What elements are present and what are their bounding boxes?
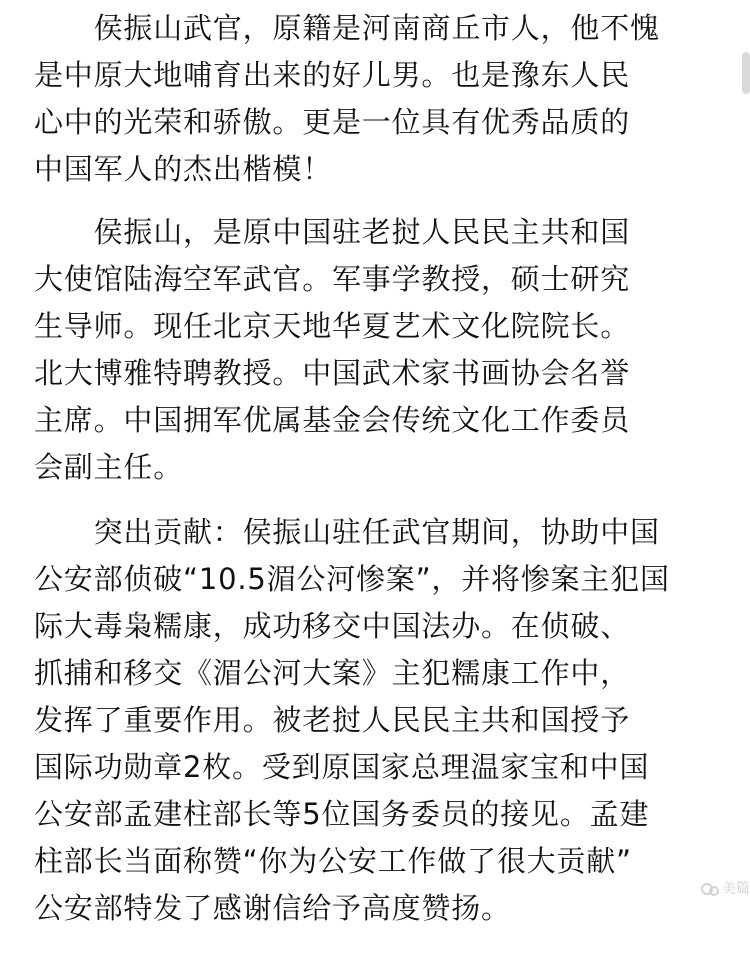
article-line: 抓捕和移交《湄公河大案》主犯糯康工作中， bbox=[34, 656, 631, 690]
article-line: 中国军人的杰出楷模！ bbox=[34, 152, 333, 186]
article-line: 国际功勋章2枚。受到原国家总理温家宝和中国 bbox=[34, 750, 650, 784]
article-line: 公安部孟建柱部长等5位国务委员的接见。孟建 bbox=[34, 797, 650, 831]
article-line: 公安部特发了感谢信给予高度赞扬。 bbox=[34, 891, 511, 925]
article-line: 柱部长当面称赞“你为公安工作做了很大贡献” bbox=[34, 844, 632, 878]
scrollbar-thumb[interactable] bbox=[742, 52, 750, 94]
article-line: 是中原大地哺育出来的好儿男。也是豫东人民 bbox=[34, 58, 631, 92]
article-line: 北大博雅特聘教授。中国武术家书画协会名誉 bbox=[34, 356, 631, 390]
article-line: 会副主任。 bbox=[34, 450, 184, 484]
watermark-label: 美篇 bbox=[722, 881, 750, 897]
article-line: 主席。中国拥军优属基金会传统文化工作委员 bbox=[34, 403, 631, 437]
article-line: 大使馆陆海空军武官。军事学教授，硕士研究 bbox=[34, 262, 631, 296]
article-line: 际大毒枭糯康，成功移交中国法办。在侦破、 bbox=[34, 609, 631, 643]
article-line: 发挥了重要作用。被老挝人民民主共和国授予 bbox=[34, 703, 631, 737]
article-line: 侯振山，是原中国驻老挝人民民主共和国 bbox=[34, 215, 631, 249]
article-line: 心中的光荣和骄傲。更是一位具有优秀品质的 bbox=[34, 105, 631, 139]
article-line: 侯振山武官，原籍是河南商丘市人，他不愧 bbox=[34, 11, 660, 45]
article-line: 突出贡献：侯振山驻任武官期间，协助中国 bbox=[34, 515, 660, 549]
watermark bbox=[700, 878, 750, 898]
article-line: 公安部侦破“10.5湄公河惨案”，并将惨案主犯国 bbox=[34, 562, 670, 596]
article-line: 生导师。现任北京天地华夏艺术文化院院长。 bbox=[34, 309, 631, 343]
meipian-logo-icon bbox=[700, 882, 718, 894]
